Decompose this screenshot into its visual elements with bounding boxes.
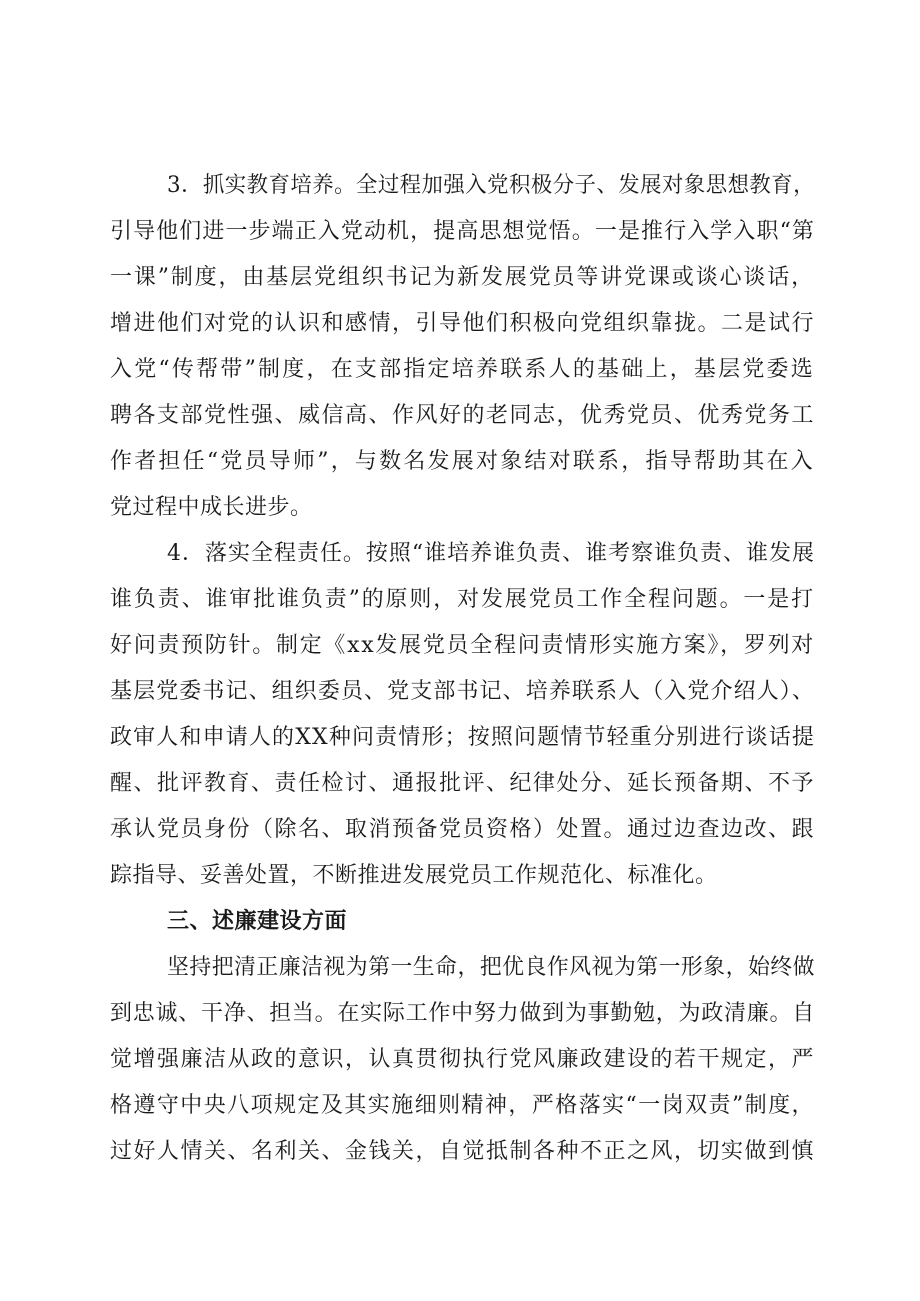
text-line: 作者担任“党员导师”，与数名发展对象结对联系，指导帮助其在入: [110, 449, 815, 474]
text-line: 引导他们进一步端正入党动机，提高思想觉悟。一是推行入学入职“第: [110, 219, 815, 244]
text-line: 政审人和申请人的XX种问责情形；按照问题情节轻重分别进行谈话提: [110, 725, 815, 750]
text-line: 醒、批评教育、责任检讨、通报批评、纪律处分、延长预备期、不予: [110, 771, 815, 796]
text-line: 过好人情关、名利关、金钱关，自觉抵制各种不正之风，切实做到慎: [110, 1139, 815, 1164]
text-line: 入党“传帮带”制度，在支部指定培养联系人的基础上，基层党委选: [110, 357, 815, 382]
text-line: 基层党委书记、组织委员、党支部书记、培养联系人（入党介绍人）、: [110, 679, 815, 704]
text-line: 觉增强廉洁从政的意识，认真贯彻执行党风廉政建设的若干规定，严: [110, 1047, 815, 1072]
text-line: 增进他们对党的认识和感情，引导他们积极向党组织靠拢。二是试行: [110, 311, 815, 336]
text-line: 踪指导、妥善处置，不断推进发展党员工作规范化、标准化。: [110, 863, 718, 888]
section-heading: 三、述廉建设方面: [167, 909, 348, 934]
text-line: 党过程中成长进步。: [110, 495, 313, 520]
text-line: 3．抓实教育培养。全过程加强入党积极分子、发展对象思想教育，: [167, 173, 815, 198]
text-line: 谁负责、谁审批谁负责”的原则，对发展党员工作全程问题。一是打: [110, 587, 815, 612]
text-line: 格遵守中央八项规定及其实施细则精神，严格落实“一岗双责”制度，: [110, 1093, 815, 1118]
text-line: 好问责预防针。制定《xx发展党员全程问责情形实施方案》，罗列对: [110, 633, 815, 658]
text-line: 承认党员身份（除名、取消预备党员资格）处置。通过边查边改、跟: [110, 817, 815, 842]
text-line: 一课”制度，由基层党组织书记为新发展党员等讲党课或谈心谈话，: [110, 265, 815, 290]
text-line: 聘各支部党性强、威信高、作风好的老同志，优秀党员、优秀党务工: [110, 403, 815, 428]
text-line: 到忠诚、干净、担当。在实际工作中努力做到为事勤勉，为政清廉。自: [110, 1001, 815, 1026]
text-line: 坚持把清正廉洁视为第一生命，把优良作风视为第一形象，始终做: [167, 955, 815, 980]
text-line: 4．落实全程责任。按照“谁培养谁负责、谁考察谁负责、谁发展: [167, 541, 815, 566]
